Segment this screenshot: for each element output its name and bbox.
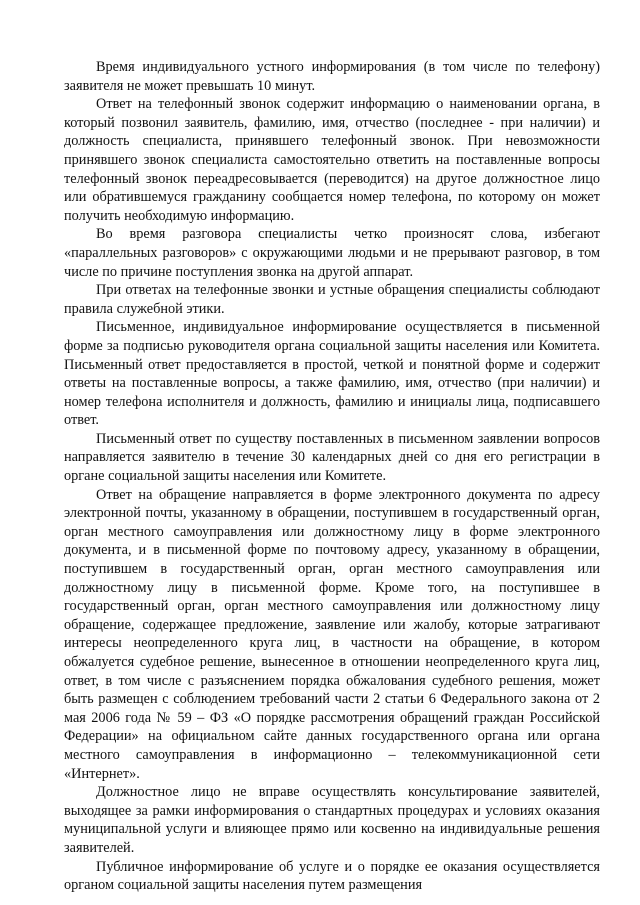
paragraph-written-informing: Письменное, индивидуальное информирование осуществляется в письменной форме за подписью руководителя органа социальной защиты населения или Комитета. Письменный ответ предоставляется в простой, четкой и понятной форме и содержит ответы на поставленные вопросы, а также фамилию, имя, отчество (при наличии) и номер телефона исполнителя и должность, фамилию и инициалы лица, подписавшего ответ. [64, 319, 600, 429]
paragraph-consultation-time: Время индивидуального устного информирования (в том числе по телефону) заявителя не может превышать 10 минут. [64, 59, 600, 94]
document-page [64, 58, 600, 895]
paragraph-conversation-rules: Во время разговора специалисты четко произносят слова, избегают «параллельных разговоров» с окружающими людьми и не прерывают разговор, в том числе по причине поступления звонка на другой аппарат. [64, 226, 600, 280]
paragraph-written-response-deadline: Письменный ответ по существу поставленных в письменном заявлении вопросов направляется заявителю в течение 30 календарных дней со дня его регистрации в органе социальной защиты населения или Комитете. [64, 430, 600, 485]
paragraph-official-restrictions: Должностное лицо не вправе осуществлять консультирование заявителей, выходящее за рамки информирования о стандартных процедурах и условиях оказания муниципальной услуги и влияющее прямо или косвенно на индивидуальные решения заявителей. [64, 784, 600, 856]
paragraph-response-delivery: Ответ на обращение направляется в форме электронного документа по адресу электронной почты, указанному в обращении, поступившем в государственный орган, орган местного самоуправления или должностному лицу в форме электронного документа, и в письменной форме по почтовому адресу, указанному в обращении, поступившем в государственный орган, орган местного самоуправления или должностному лицу в письменной форме. Кроме того, на поступившее в государственный орган, орган местного самоуправления или должностному лицу обращение, содержащее предложение, заявление или жалобу, которые затрагивают интересы неопределенного круга лиц, в частности на обращение, в котором обжалуется судебное решение, вынесенное в отношении неопределенного круга лиц, ответ, в том числе с разъяснением порядка обжалования судебного решения, может быть размещен с соблюдением требований части 2 статьи 6 Федерального закона от 2 мая 2006 года № 59 – ФЗ «О порядке рассмотрения обращений граждан Российской Федерации» на официальном сайте данных государственного органа или органа местного самоуправления в информационно – телекоммуникационной сети «Интернет». [64, 486, 600, 782]
paragraph-phone-answer: Ответ на телефонный звонок содержит информацию о наименовании органа, в который позвонил заявитель, фамилию, имя, отчество (последнее - при наличии) и должность специалиста, принявшего телефонный звонок. При невозможности принявшего звонок специалиста самостоятельно ответить на поставленные вопросы телефонный звонок переадресовывается (переводится) на другое должностное лицо или обратившемуся гражданину сообщается номер телефона, по которому он может получить необходимую информацию. [64, 96, 600, 224]
paragraph-service-ethics: При ответах на телефонные звонки и устные обращения специалисты соблюдают правила служебной этики. [64, 282, 600, 317]
paragraph-public-informing: Публичное информирование об услуге и о порядке ее оказания осуществляется органом социальной защиты населения путем размещения [64, 858, 600, 894]
